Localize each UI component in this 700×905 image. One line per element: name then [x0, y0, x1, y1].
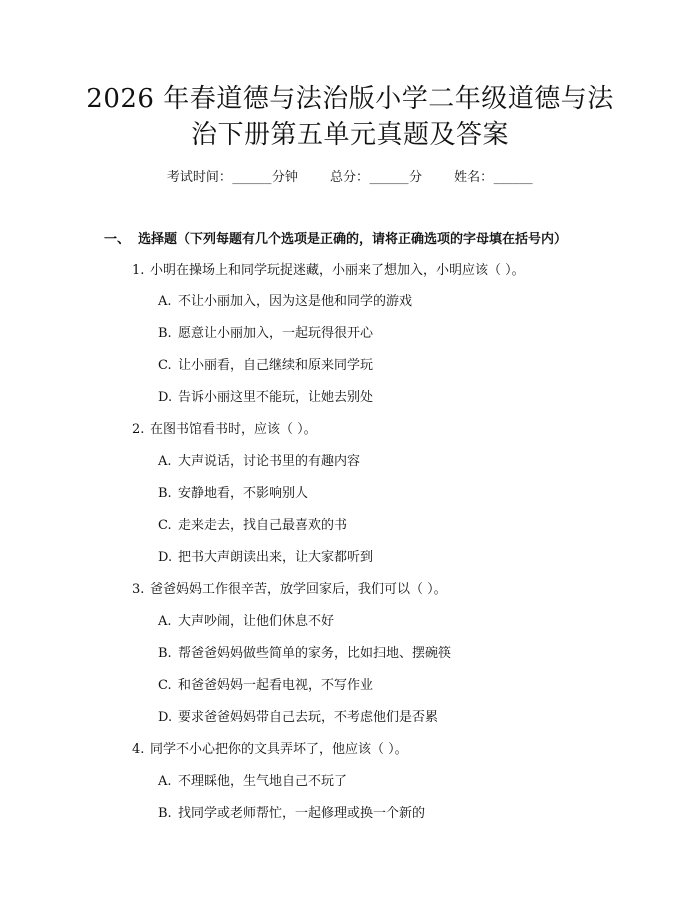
exam-time-unit: 分钟 [271, 170, 298, 185]
option-text: 找同学或老师帮忙，一起修理或换一个新的 [178, 806, 426, 821]
option-letter: B. [158, 646, 172, 661]
exam-time-label: 考试时间： [166, 170, 232, 185]
option-text: 安静地看，不影响别人 [178, 486, 309, 501]
question-3-option-b [158, 645, 451, 663]
option-text: 让小丽看，自己继续和原来同学玩 [178, 358, 374, 373]
option-letter: A. [158, 454, 172, 469]
question-1-option-a [158, 293, 412, 311]
question-2-option-a [158, 453, 360, 471]
option-text: 帮爸爸妈妈做些简单的家务，比如扫地、摆碗筷 [178, 646, 452, 661]
question-4-option-a [158, 773, 347, 791]
total-score-field [330, 169, 422, 187]
total-score-unit: 分 [409, 170, 423, 185]
option-text: 愿意让小丽加入，一起玩得很开心 [178, 326, 374, 341]
section-heading [104, 231, 567, 249]
question-2-option-b [158, 485, 308, 503]
question-1 [132, 262, 525, 280]
option-text: 不让小丽加入，因为这是他和同学的游戏 [178, 294, 413, 309]
option-text: 告诉小丽这里不能玩，让她去别处 [178, 390, 374, 405]
exam-info-line [0, 169, 700, 187]
total-score-blank: ______ [369, 170, 409, 185]
question-text: 小明在操场上和同学玩捉迷藏，小丽来了想加入，小明应该（ ）。 [150, 263, 525, 278]
option-letter: C. [158, 518, 172, 533]
question-number: 2. [132, 422, 145, 437]
question-text: 在图书馆看书时，应该（ ）。 [150, 422, 317, 437]
option-letter: A. [158, 614, 172, 629]
exam-time-field [167, 169, 298, 187]
option-letter: B. [158, 806, 172, 821]
exam-title-line-1: 2026 年春道德与法治版小学二年级道德与法 [86, 84, 614, 114]
question-2 [132, 421, 317, 439]
question-3-option-c [158, 677, 373, 695]
student-name-blank: ______ [493, 170, 533, 185]
question-3-option-a [158, 613, 334, 631]
option-text: 大声吵闹，让他们休息不好 [178, 614, 335, 629]
option-text: 要求爸爸妈妈带自己去玩，不考虑他们是否累 [178, 710, 439, 725]
option-letter: C. [158, 358, 172, 373]
question-number: 4. [132, 742, 145, 757]
exam-time-blank: ______ [232, 170, 272, 185]
option-letter: D. [158, 390, 173, 405]
question-number: 1. [132, 263, 145, 278]
question-1-option-d [158, 389, 373, 407]
option-text: 大声说话，讨论书里的有趣内容 [178, 454, 361, 469]
option-text: 走来走去，找自己最喜欢的书 [178, 518, 348, 533]
option-text: 和爸爸妈妈一起看电视，不写作业 [178, 678, 374, 693]
option-letter: D. [158, 710, 173, 725]
section-number: 一、 [104, 232, 131, 247]
option-letter: C. [158, 678, 172, 693]
student-name-label: 姓名： [454, 170, 494, 185]
option-letter: A. [158, 294, 172, 309]
question-1-option-b [158, 325, 373, 343]
option-letter: B. [158, 326, 172, 341]
exam-title-line-2: 治下册第五单元真题及答案 [190, 120, 509, 150]
section-heading-text: 选择题（下列每题有几个选项是正确的，请将正确选项的字母填在括号内） [138, 232, 568, 247]
question-4-option-b [158, 805, 425, 823]
question-1-option-c [158, 357, 373, 375]
option-letter: A. [158, 774, 172, 789]
question-number: 3. [132, 582, 145, 597]
option-letter: B. [158, 486, 172, 501]
question-3 [132, 581, 447, 599]
question-2-option-d [158, 549, 373, 567]
question-2-option-c [158, 517, 347, 535]
question-3-option-d [158, 709, 438, 727]
question-4 [132, 741, 408, 759]
question-text: 同学不小心把你的文具弄坏了，他应该（ ）。 [150, 742, 408, 757]
total-score-label: 总分： [329, 170, 369, 185]
option-letter: D. [158, 550, 173, 565]
student-name-field [454, 169, 533, 187]
option-text: 把书大声朗读出来，让大家都听到 [178, 550, 374, 565]
option-text: 不理睬他，生气地自己不玩了 [178, 774, 348, 789]
question-text: 爸爸妈妈工作很辛苦，放学回家后，我们可以（ ）。 [150, 582, 447, 597]
